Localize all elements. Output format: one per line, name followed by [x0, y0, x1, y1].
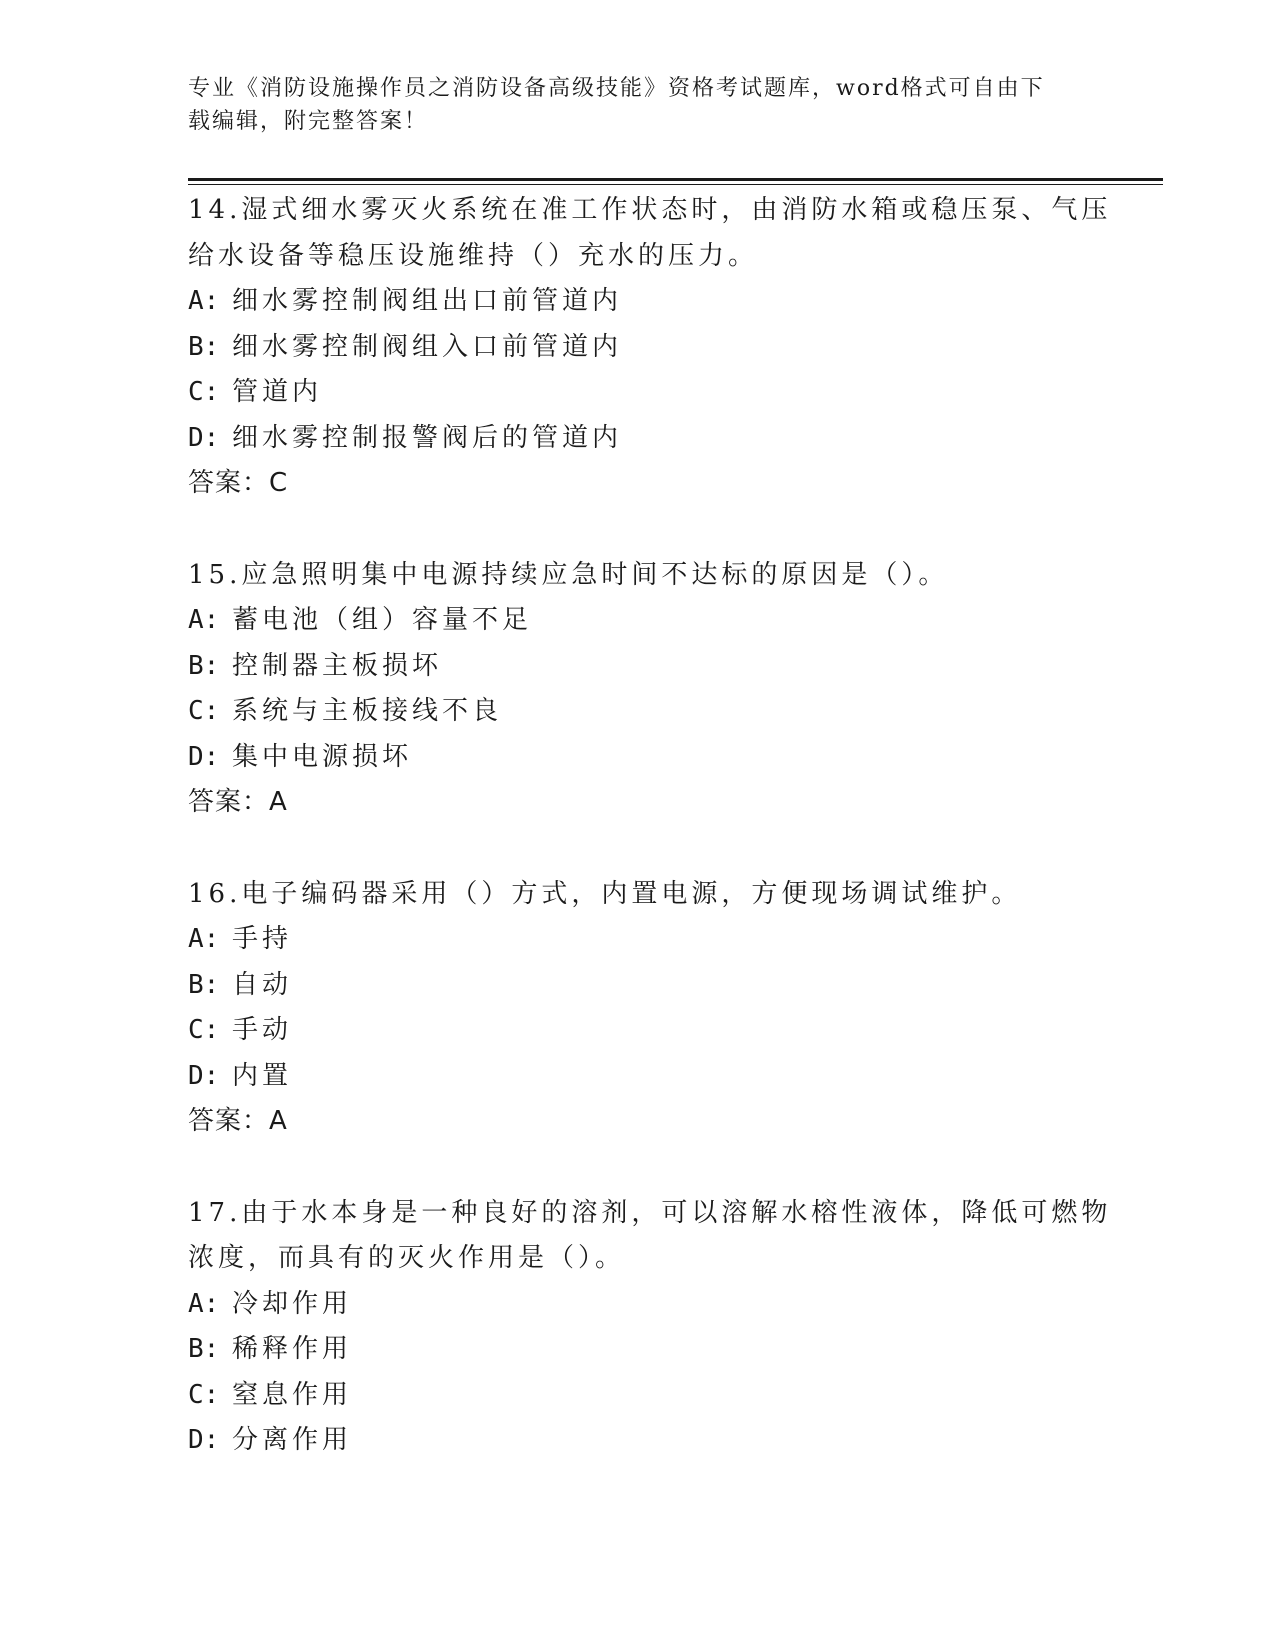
question-stem-line: 17.由于水本身是一种良好的溶剂，可以溶解水榕性液体，降低可燃物	[188, 1197, 1112, 1228]
option-b	[188, 325, 1088, 371]
question-16	[188, 872, 1088, 1145]
option-d	[188, 735, 1088, 781]
option-b	[188, 1327, 1088, 1373]
option-text: 管道内	[232, 377, 323, 407]
question-stem-line: 给水设备等稳压设施维持（）充水的压力。	[188, 240, 759, 271]
option-d	[188, 416, 1088, 462]
option-letter: B:	[188, 331, 220, 362]
option-text: 冷却作用	[232, 1288, 353, 1319]
header-line-2: 载编辑，附完整答案！	[188, 109, 429, 134]
option-d	[188, 1054, 1088, 1100]
option-text: 细水雾控制阀组出口前管道内	[232, 286, 623, 316]
question-stem-line: 15.应急照明集中电源持续应急时间不达标的原因是（）。	[188, 559, 949, 590]
option-text: 窒息作用	[232, 1379, 353, 1410]
option-letter: D:	[188, 422, 220, 453]
option-d	[188, 1418, 1088, 1464]
answer-line: 答案：A	[188, 787, 288, 817]
document-header	[188, 72, 1068, 138]
option-c	[188, 370, 1088, 416]
option-letter: A:	[188, 605, 220, 635]
answer-line: 答案：C	[188, 468, 289, 498]
question-stem-line: 浓度，而具有的灭火作用是（）。	[188, 1243, 626, 1273]
header-divider-thin	[188, 184, 1163, 185]
option-b	[188, 644, 1088, 690]
option-letter: C:	[188, 1015, 220, 1045]
option-text: 细水雾控制阀组入口前管道内	[232, 331, 623, 362]
option-letter: A:	[188, 1288, 220, 1319]
option-letter: A:	[188, 286, 220, 316]
option-a	[188, 1282, 1088, 1328]
option-text: 自动	[232, 969, 293, 1000]
option-letter: C:	[188, 696, 220, 726]
question-15	[188, 553, 1088, 826]
option-c	[188, 1008, 1088, 1054]
question-stem-line: 14.湿式细水雾灭火系统在准工作状态时，由消防水箱或稳压泵、气压	[188, 195, 1112, 225]
header-line-1: 专业《消防设施操作员之消防设备高级技能》资格考试题库，word格式可自由下	[188, 76, 1045, 101]
option-c	[188, 1373, 1088, 1419]
option-letter: D:	[188, 741, 220, 772]
option-letter: D:	[188, 1060, 220, 1091]
option-a	[188, 598, 1088, 644]
answer-line: 答案：A	[188, 1106, 288, 1136]
option-a	[188, 917, 1088, 963]
option-text: 系统与主板接线不良	[232, 696, 503, 726]
question-14	[188, 188, 1112, 507]
option-letter: C:	[188, 1379, 220, 1410]
option-letter: B:	[188, 650, 220, 681]
option-text: 手动	[232, 1015, 293, 1045]
option-text: 细水雾控制报警阀后的管道内	[232, 422, 623, 453]
option-text: 稀释作用	[232, 1334, 353, 1364]
question-stem-line: 16.电子编码器采用（）方式，内置电源，方便现场调试维护。	[188, 878, 1022, 909]
option-text: 集中电源损坏	[232, 741, 413, 772]
option-letter: B:	[188, 969, 220, 1000]
option-text: 手持	[232, 924, 293, 954]
header-divider-thick	[188, 178, 1163, 181]
option-letter: A:	[188, 924, 220, 954]
question-list	[188, 188, 1112, 1464]
option-text: 蓄电池（组）容量不足	[232, 605, 533, 635]
option-letter: C:	[188, 377, 220, 407]
question-17	[188, 1191, 1112, 1464]
option-c	[188, 689, 1088, 735]
option-a	[188, 279, 1088, 325]
option-letter: B:	[188, 1334, 220, 1364]
option-letter: D:	[188, 1425, 220, 1455]
option-text: 内置	[232, 1060, 293, 1091]
option-text: 控制器主板损坏	[232, 650, 443, 681]
option-b	[188, 963, 1088, 1009]
option-text: 分离作用	[232, 1425, 353, 1455]
